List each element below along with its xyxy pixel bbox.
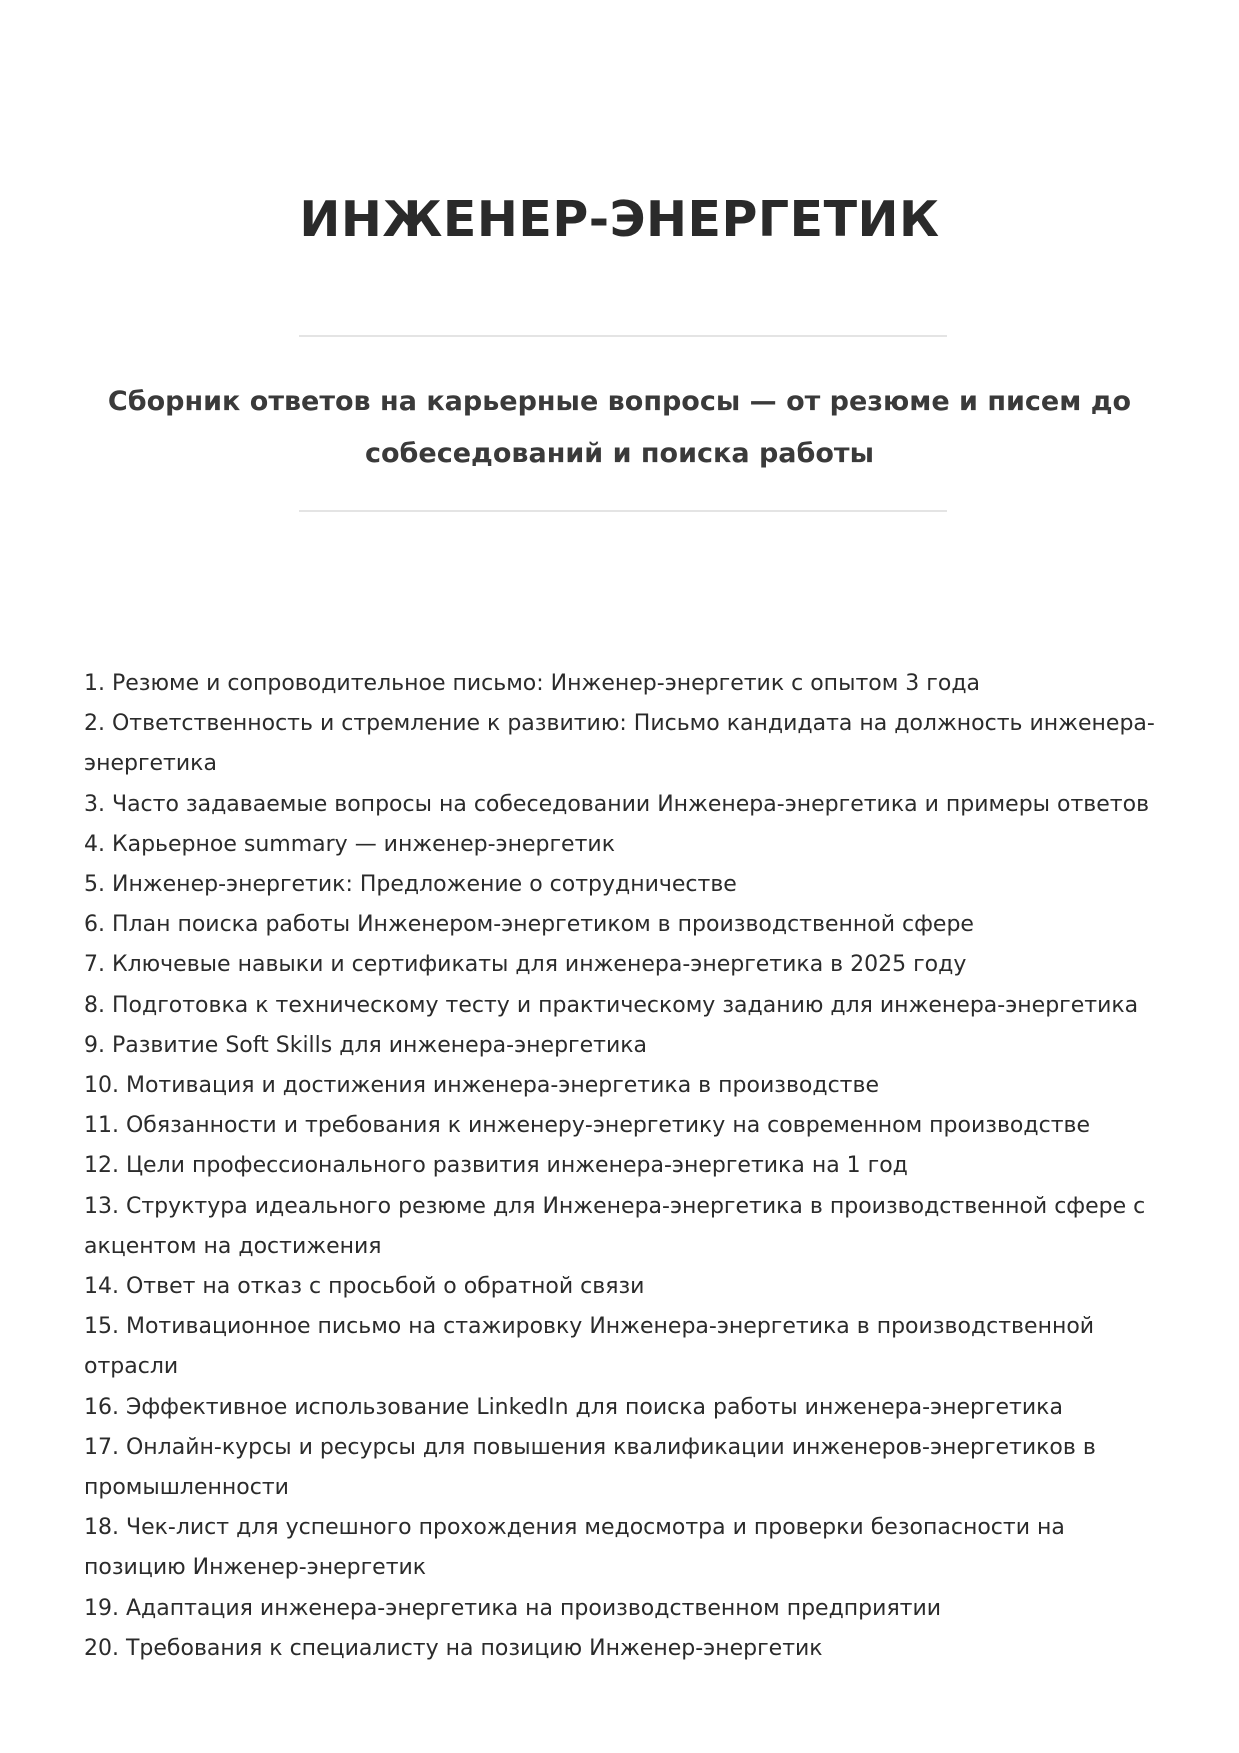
toc-item: 19. Адаптация инженера-энергетика на производственном предприятии [84, 1595, 942, 1621]
title-divider-bottom [299, 510, 947, 512]
toc-item: 17. Онлайн-курсы и ресурсы для повышения квалификации инженеров-энергетиков в промышленности [84, 1434, 1096, 1501]
title-divider-top [299, 335, 947, 337]
toc-item: 8. Подготовка к техническому тесту и практическому заданию для инженера-энергетика [84, 992, 1139, 1018]
toc-item: 7. Ключевые навыки и сертификаты для инженера-энергетика в 2025 году [84, 952, 967, 978]
toc-item: 3. Часто задаваемые вопросы на собеседовании Инженера-энергетика и примеры ответов [84, 791, 1150, 817]
toc-item: 16. Эффективное использование LinkedIn для поиска работы инженера-энергетика [84, 1394, 1063, 1420]
document-subtitle: Сборник ответов на карьерные вопросы — от резюме и писем до собеседований и поиска работы [107, 386, 1132, 469]
table-of-contents [84, 664, 1159, 1669]
toc-item: 9. Развитие Soft Skills для инженера-энергетика [84, 1032, 648, 1058]
document-title: ИНЖЕНЕР-ЭНЕРГЕТИК [299, 191, 940, 248]
toc-item: 10. Мотивация и достижения инженера-энергетика в производстве [84, 1073, 879, 1099]
toc-item: 4. Карьерное summary — инженер-энергетик [84, 831, 615, 857]
toc-item: 12. Цели профессионального развития инженера-энергетика на 1 год [84, 1153, 908, 1179]
toc-item: 20. Требования к специалисту на позицию Инженер-энергетик [84, 1635, 823, 1661]
toc-item: 14. Ответ на отказ с просьбой о обратной связи [84, 1274, 645, 1300]
toc-item: 15. Мотивационное письмо на стажировку Инженера-энергетика в производственной отрасли [84, 1314, 1095, 1380]
toc-item: 13. Структура идеального резюме для Инженера-энергетика в производственной сфере с акцентом на достижения [84, 1193, 1146, 1259]
toc-item: 11. Обязанности и требования к инженеру-энергетику на современном производстве [84, 1113, 1091, 1139]
toc-item: 2. Ответственность и стремление к развитию: Письмо кандидата на должность инженера-энергетика [84, 711, 1155, 777]
toc-item: 18. Чек-лист для успешного прохождения медосмотра и проверки безопасности на позицию Инженер-энергетик [84, 1515, 1065, 1581]
toc-item: 6. План поиска работы Инженером-энергетиком в производственной сфере [84, 912, 974, 938]
toc-item: 5. Инженер-энергетик: Предложение о сотрудничестве [84, 872, 737, 898]
toc-item: 1. Резюме и сопроводительное письмо: Инженер-энергетик с опытом 3 года [84, 671, 981, 696]
